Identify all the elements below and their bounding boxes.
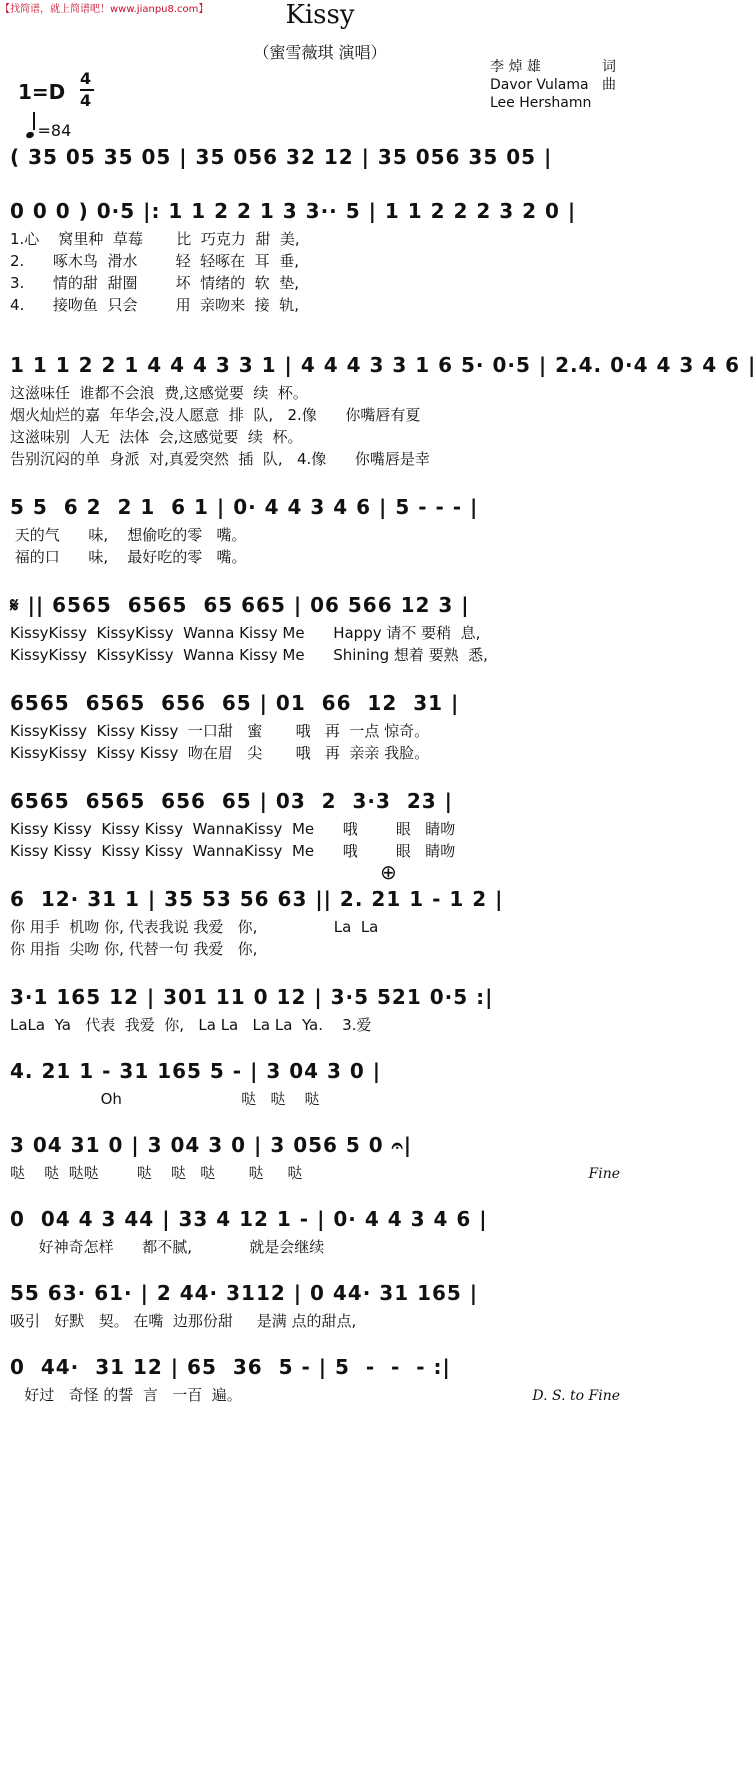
score-system xyxy=(10,860,630,966)
score-system xyxy=(10,686,630,770)
notation-line: 6565 6565 656 65 | 03 2 3·3 23 | xyxy=(10,789,453,813)
lyric-line: 烟火灿烂的嘉 年华会,没人愿意 排 队, 2.像 你嘴唇有夏 xyxy=(10,406,421,424)
credit-role: 曲 xyxy=(602,77,616,93)
quarter-note-icon xyxy=(25,131,35,139)
time-bottom: 4 xyxy=(80,91,92,110)
key-signature: 1=D xyxy=(18,80,66,104)
notation-line: 55 63· 61· | 2 44· 3112 | 0 44· 31 165 | xyxy=(10,1281,479,1305)
time-signature xyxy=(80,70,94,110)
lyric-line: LaLa Ya 代表 我爱 你, La La La La Ya. 3.爱 xyxy=(10,1016,372,1034)
notation-line: 1 1 1 2 2 1 4 4 4 3 3 1 | 4 4 4 3 3 1 6 5· 0·5 | 2.4. 0·4 4 3 4 6 | xyxy=(10,353,756,377)
performer-subtitle: （蜜雪薇琪 演唱） xyxy=(253,43,387,62)
lyric-line: Kissy Kissy Kissy Kissy WannaKissy Me 哦 眼 睛吻 xyxy=(10,842,456,860)
ds-marking: D. S. to Fine xyxy=(532,1388,620,1404)
score-system xyxy=(10,1202,630,1262)
lyric-line: 你 用手 机吻 你, 代表我说 我爱 你, La La xyxy=(10,918,379,936)
lyric-line: 吸引 好默 契。 在嘴 边那份甜 是满 点的甜点, xyxy=(10,1312,357,1330)
time-top: 4 xyxy=(80,69,92,88)
lyric-line: 福的口 味, 最好吃的零 嘴。 xyxy=(10,548,247,566)
lyric-line: KissyKissy KissyKissy Wanna Kissy Me Shining 想着 要熟 悉, xyxy=(10,646,488,664)
notation-line: ( 35 05 35 05 | 35 056 32 12 | 35 056 35 05 | xyxy=(10,145,553,169)
tempo-marking xyxy=(26,118,71,140)
site-banner[interactable]: 【找简谱，就上简谱吧！www.jianpu8.com】 xyxy=(0,4,209,15)
credit-name: Davor Vulama xyxy=(490,77,589,93)
coda-symbol: ⊕ xyxy=(380,860,397,884)
lyric-line: 哒 哒 哒哒 哒 哒 哒 哒 哒 xyxy=(10,1164,303,1182)
lyric-line: 告别沉闷的单 身派 对,真爱突然 插 队, 4.像 你嘴唇是幸 xyxy=(10,450,430,468)
notation-line: 0 0 0 ) 0·5 |: 1 1 2 2 1 3 3·· 5 | 1 1 2 2 2 3 2 0 | xyxy=(10,199,577,223)
fine-marking: Fine xyxy=(588,1166,620,1182)
score-system xyxy=(10,194,630,334)
lyric-line: Kissy Kissy Kissy Kissy WannaKissy Me 哦 眼 睛吻 xyxy=(10,820,456,838)
notation-line: 5 5 6 2 2 1 6 1 | 0· 4 4 3 4 6 | 5 - - - | xyxy=(10,495,479,519)
score-system xyxy=(10,588,630,672)
score-system xyxy=(10,1128,630,1188)
score-system xyxy=(10,980,630,1040)
song-title: Kissy xyxy=(285,0,355,30)
notation-line: 6565 6565 656 65 | 01 66 12 31 | xyxy=(10,691,460,715)
credits-block xyxy=(490,58,616,112)
lyric-line: Oh 哒 哒 哒 xyxy=(10,1090,320,1108)
lyric-line: 3. 情的甜 甜圈 坏 情绪的 软 垫, xyxy=(10,274,299,292)
credit-composer-2 xyxy=(490,94,591,112)
lyric-line: 天的气 味, 想偷吃的零 嘴。 xyxy=(10,526,247,544)
lyric-line: 这滋味别 人无 法体 会,这感觉要 续 杯。 xyxy=(10,428,303,446)
note-stem-icon xyxy=(33,112,35,130)
credit-lyricist xyxy=(490,58,616,76)
lyric-line: KissyKissy KissyKissy Wanna Kissy Me Happy 请不 要稍 息, xyxy=(10,624,481,642)
tempo-value: =84 xyxy=(37,121,72,140)
score-system xyxy=(10,784,630,868)
notation-line: 3 04 31 0 | 3 04 3 0 | 3 056 5 0 𝄐| xyxy=(10,1133,413,1157)
lyric-line: 好过 奇怪 的誓 言 一百 遍。 xyxy=(10,1386,242,1404)
score-sheet xyxy=(0,140,756,1424)
lyric-line: 这滋味任 谁都不会浪 费,这感觉要 续 杯。 xyxy=(10,384,308,402)
notation-line: 𝄋 || 6565 6565 65 665 | 06 566 12 3 | xyxy=(10,593,470,617)
lyric-line: 你 用指 尖吻 你, 代替一句 我爱 你, xyxy=(10,940,258,958)
lyric-line: KissyKissy Kissy Kissy 一口甜 蜜 哦 再 一点 惊奇。 xyxy=(10,722,430,740)
score-system xyxy=(10,1350,630,1410)
credit-name: 李 焯 雄 xyxy=(490,59,541,75)
notation-line: 0 04 4 3 44 | 33 4 12 1 - | 0· 4 4 3 4 6 | xyxy=(10,1207,488,1231)
notation-line: 6 12· 31 1 | 35 53 56 63 || 2. 21 1 - 1 2 | xyxy=(10,887,504,911)
score-system xyxy=(10,140,630,180)
lyric-line: 好神奇怎样 都不腻, 就是会继续 xyxy=(10,1238,325,1256)
notation-line: 0 44· 31 12 | 65 36 5 - | 5 - - - :| xyxy=(10,1355,451,1379)
notation-line: 3·1 165 12 | 301 11 0 12 | 3·5 521 0·5 :| xyxy=(10,985,494,1009)
score-system xyxy=(10,1276,630,1336)
lyric-line: 4. 接吻鱼 只会 用 亲吻来 接 轨, xyxy=(10,296,299,314)
credit-name: Lee Hershamn xyxy=(490,95,592,111)
credit-role: 词 xyxy=(602,59,616,75)
credit-composer xyxy=(490,76,616,94)
notation-line: 4. 21 1 - 31 165 5 - | 3 04 3 0 | xyxy=(10,1059,382,1083)
score-system xyxy=(10,1054,630,1114)
lyric-line: 1.心 窝里种 草莓 比 巧克力 甜 美, xyxy=(10,230,300,248)
score-system xyxy=(10,490,630,574)
score-system xyxy=(10,348,756,476)
lyric-line: 2. 啄木鸟 滑水 轻 轻啄在 耳 垂, xyxy=(10,252,299,270)
lyric-line: KissyKissy Kissy Kissy 吻在眉 尖 哦 再 亲亲 我脸。 xyxy=(10,744,430,762)
